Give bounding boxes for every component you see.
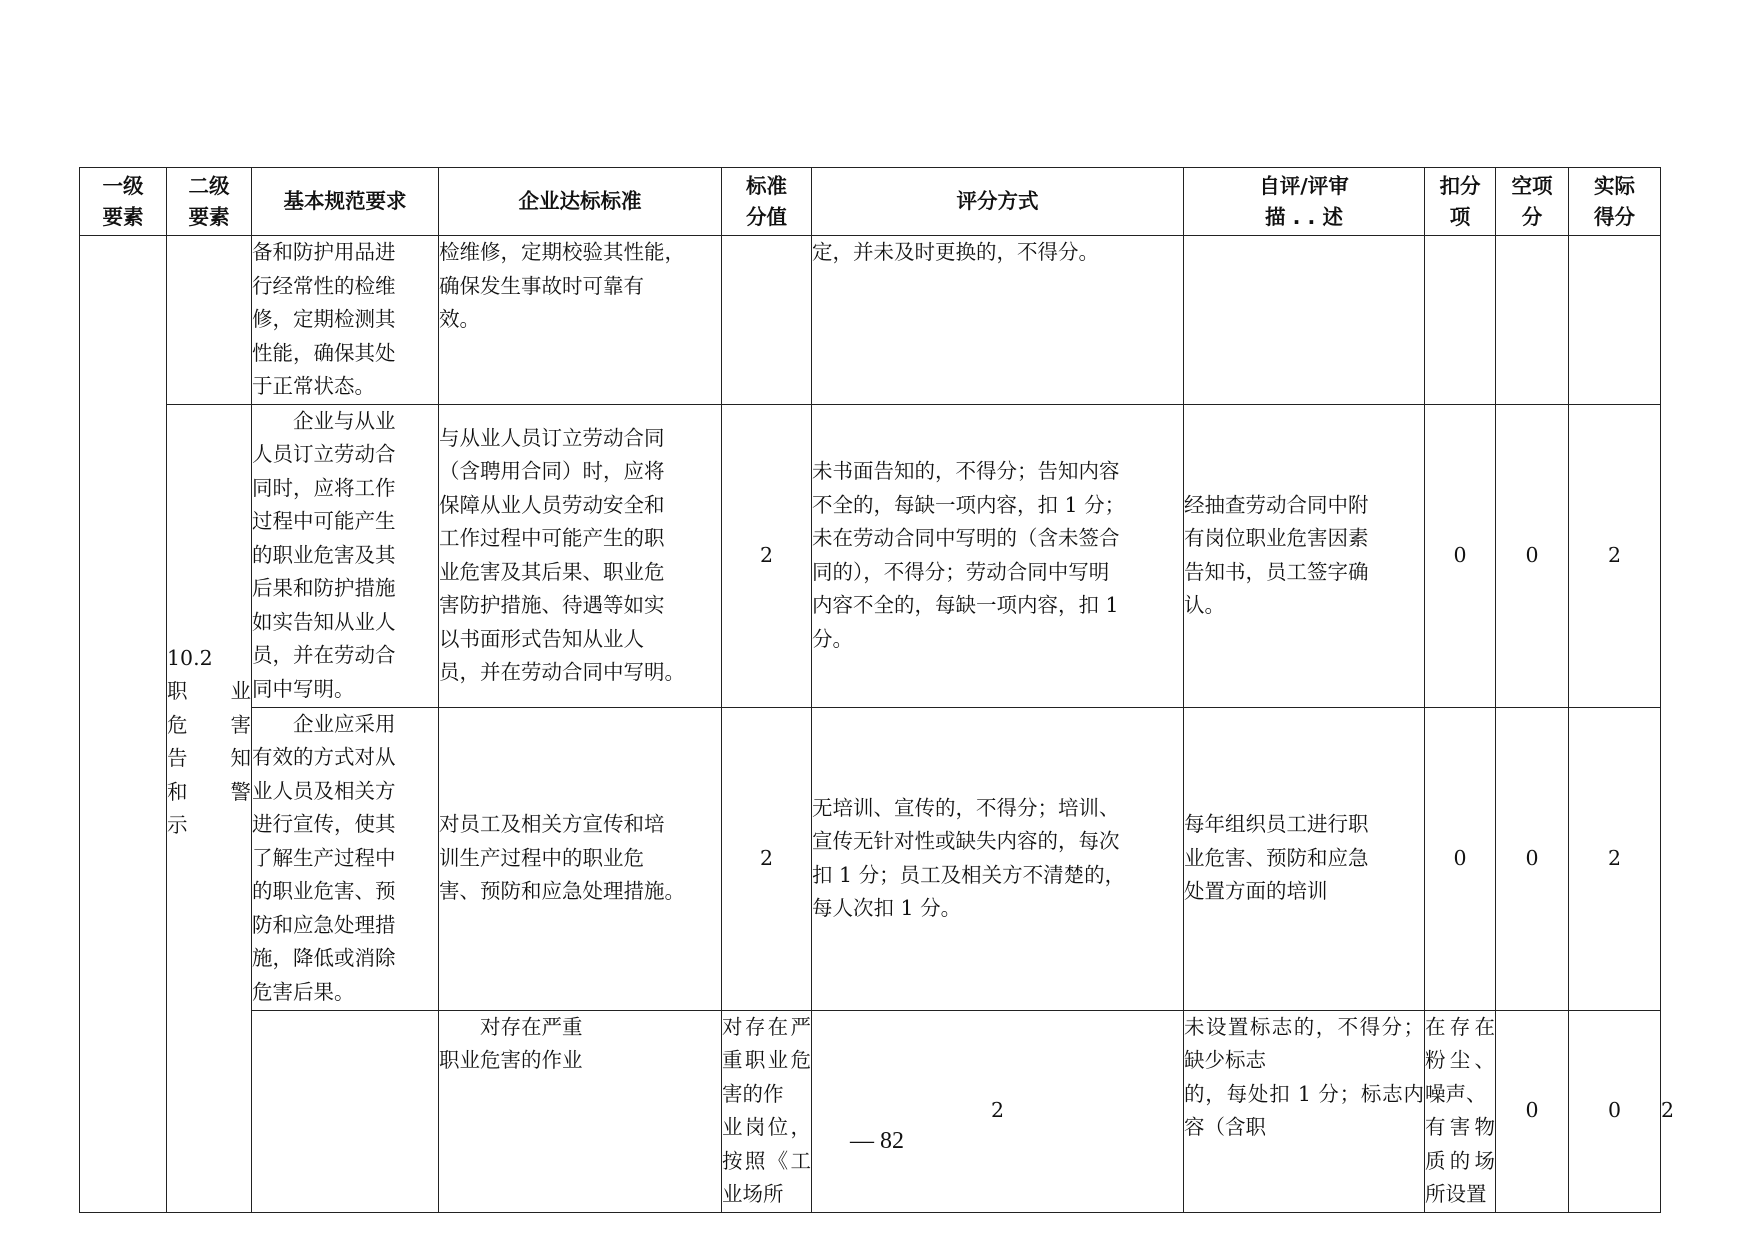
score-value-cell <box>722 236 812 405</box>
description-cell: 在存在粉尘、噪声、 有害物质的场所设置 <box>1425 1010 1496 1212</box>
header-level2-element: 二级 要素 <box>167 168 252 236</box>
requirement-cell: 对存在严重 职业危害的作业 <box>439 1010 722 1212</box>
level2-element-cell <box>252 1010 439 1212</box>
empty-item-cell <box>1496 236 1569 405</box>
score-value-cell: 2 <box>812 1010 1184 1212</box>
deduction-cell: 0 <box>1425 404 1496 707</box>
table-row <box>80 404 1661 707</box>
score-value-cell: 2 <box>722 404 812 707</box>
method-cell: 无培训、宣传的，不得分；培训、 宣传无针对性或缺失内容的，每次 扣 1 分；员工及相关方不清楚的， 每人次扣 1 分。 <box>812 707 1184 1010</box>
standard-cell: 对存在严重职业危害的作 业岗位，按照《工业场所 <box>722 1010 812 1212</box>
standard-cell: 对员工及相关方宣传和培 训生产过程中的职业危 害、预防和应急处理措施。 <box>439 707 722 1010</box>
header-basic-requirement: 基本规范要求 <box>252 168 439 236</box>
level2-element-cell <box>167 404 252 1212</box>
actual-score-cell: 2 <box>1569 707 1661 1010</box>
section-line: 告 知 <box>167 746 251 770</box>
description-cell <box>1184 236 1425 405</box>
empty-item-cell: 0 <box>1496 707 1569 1010</box>
deduction-cell: 0 <box>1425 707 1496 1010</box>
table-row: 对存在严重 职业危害的作业 对存在严重职业危害的作 业岗位，按照《工业场所 2 未设置标志的，不得分；缺少标志 的，每处扣 1 分；标志内容（含职 在存在粉尘、噪声、 有害物质的场所设置 0 0 2 <box>80 1010 1661 1212</box>
section-line: 职 业 <box>167 679 251 703</box>
deduction-cell <box>1425 236 1496 405</box>
table-row <box>80 236 1661 405</box>
header-standard-score: 标准 分值 <box>722 168 812 236</box>
header-deduction: 扣分 项 <box>1425 168 1496 236</box>
table-row <box>80 707 1661 1010</box>
page-number: — 82 <box>850 1128 904 1154</box>
section-number: 10.2 <box>167 645 213 670</box>
requirement-cell: 企业应采用 有效的方式对从 业人员及相关方 进行宣传，使其 了解生产过程中 的职业危害、预 防和应急处理措 施，降低或消除 危害后果。 <box>252 707 439 1010</box>
description-cell: 每年组织员工进行职 业危害、预防和应急 处置方面的培训 <box>1184 707 1425 1010</box>
method-cell: 未设置标志的，不得分；缺少标志 的，每处扣 1 分；标志内容（含职 <box>1184 1010 1425 1212</box>
score-value-cell: 2 <box>722 707 812 1010</box>
description-cell: 经抽查劳动合同中附 有岗位职业危害因素 告知书，员工签字确 认。 <box>1184 404 1425 707</box>
section-line: 示 <box>167 813 188 837</box>
header-enterprise-standard: 企业达标标准 <box>439 168 722 236</box>
header-actual-score: 实际 得分 <box>1569 168 1661 236</box>
method-cell: 未书面告知的，不得分；告知内容 不全的，每缺一项内容，扣 1 分； 未在劳动合同中写明的（含未签合 同的），不得分；劳动合同中写明 内容不全的，每缺一项内容，扣 1 分。 <box>812 404 1184 707</box>
evaluation-table <box>79 167 1675 1213</box>
section-line: 和 警 <box>167 779 251 804</box>
level1-element-cell <box>80 236 167 1213</box>
header-empty-item: 空项 分 <box>1496 168 1569 236</box>
empty-item-cell: 0 <box>1569 1010 1661 1212</box>
table-header-row <box>80 168 1661 236</box>
deduction-cell: 0 <box>1496 1010 1569 1212</box>
actual-score-cell: 2 <box>1569 404 1661 707</box>
empty-item-cell: 0 <box>1496 404 1569 707</box>
requirement-cell: 企业与从业 人员订立劳动合 同时，应将工作 过程中可能产生 的职业危害及其 后果和防护措施 如实告知从业人 员，并在劳动合 同中写明。 <box>252 404 439 707</box>
actual-score-cell <box>1569 236 1661 405</box>
standard-cell: 检维修，定期校验其性能， 确保发生事故时可靠有 效。 <box>439 236 722 405</box>
requirement-cell: 备和防护用品进 行经常性的检维 修，定期检测其 性能，确保其处 于正常状态。 <box>252 236 439 405</box>
method-cell: 定，并未及时更换的，不得分。 <box>812 236 1184 405</box>
section-line: 危 害 <box>167 712 251 737</box>
standard-cell: 与从业人员订立劳动合同 （含聘用合同）时，应将 保障从业人员劳动安全和 工作过程中可能产生的职 业危害及其后果、职业危 害防护措施、待遇等如实 以书面形式告知从业人 员，并在劳动合同中写明。 <box>439 404 722 707</box>
header-level1-element: 一级 要素 <box>80 168 167 236</box>
header-scoring-method: 评分方式 <box>812 168 1184 236</box>
header-self-evaluation: 自评/评审 描 . . 述 <box>1184 168 1425 236</box>
level2-element-cell <box>167 236 252 405</box>
